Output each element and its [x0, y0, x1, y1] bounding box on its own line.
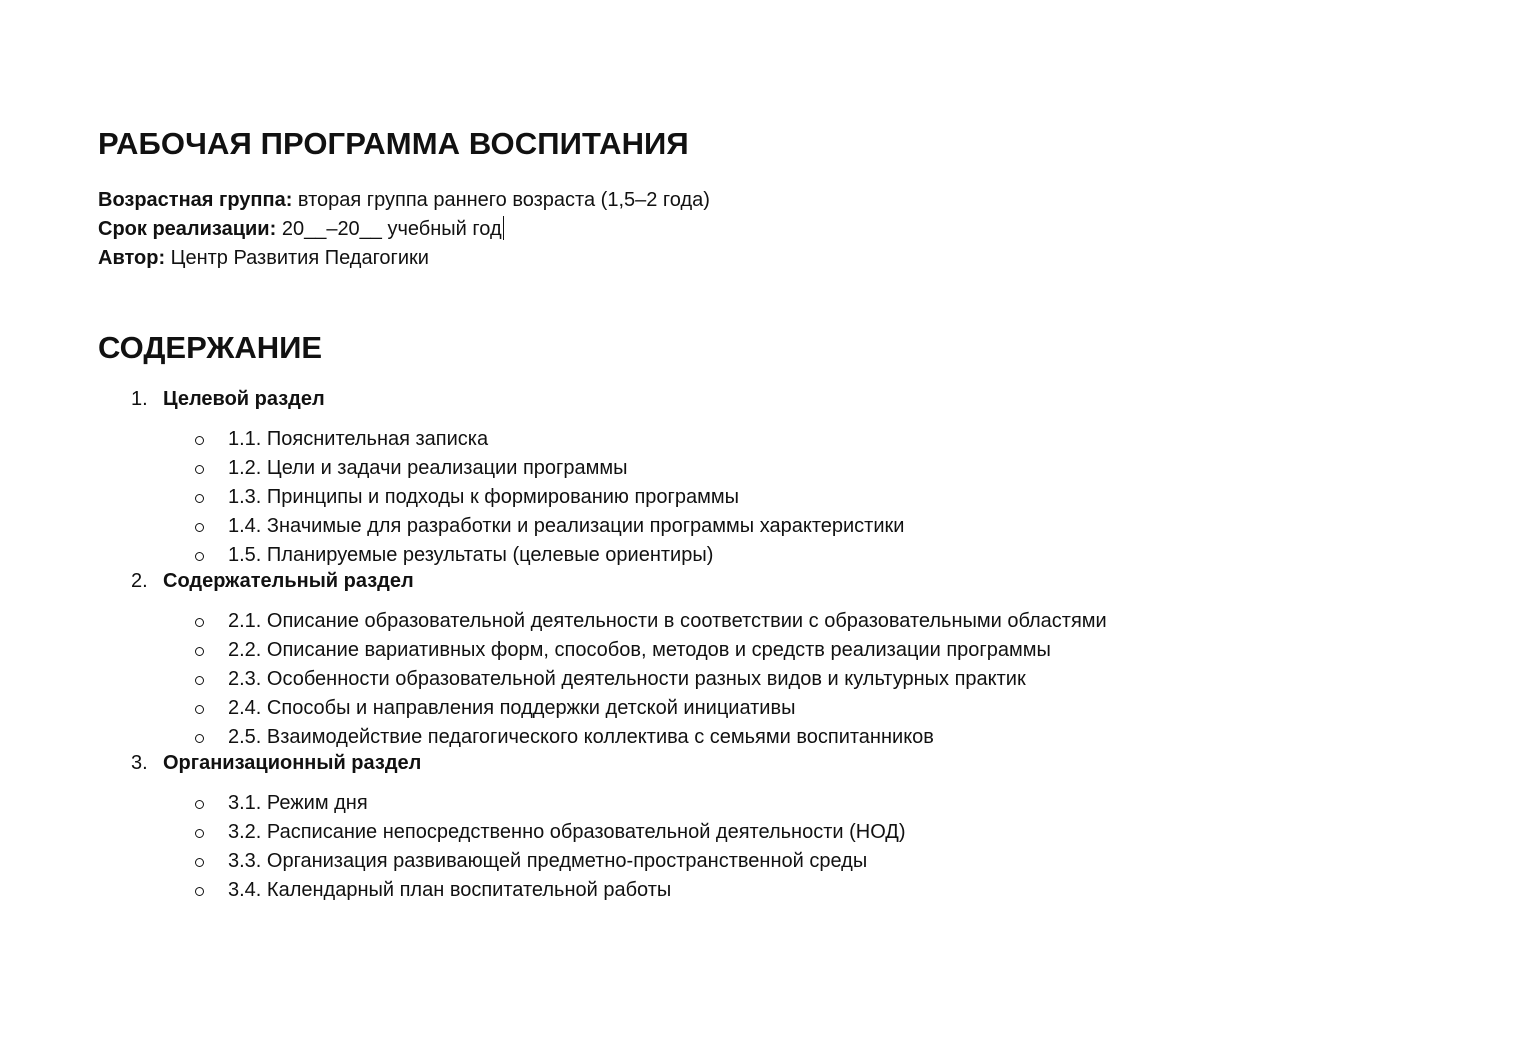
section-number: 3. [131, 752, 148, 774]
toc-subsection-item[interactable] [98, 483, 1513, 512]
section-number: 1. [131, 388, 148, 410]
circle-bullet-icon [98, 513, 228, 542]
meta-value: вторая группа раннего возраста (1,5–2 года) [292, 189, 710, 211]
subsection-label: 2.5. Взаимодействие педагогического коллектива с семьями воспитанников [228, 726, 934, 748]
section-label: Организационный раздел [163, 752, 422, 774]
meta-label: Автор: [98, 247, 166, 269]
circle-bullet-icon [98, 484, 228, 513]
circle-bullet-icon [98, 790, 228, 819]
toc-subsection-item[interactable] [98, 876, 1513, 905]
subsection-label: 1.2. Цели и задачи реализации программы [228, 457, 628, 479]
subsection-label: 1.3. Принципы и подходы к формированию программы [228, 486, 739, 508]
subsection-label: 2.2. Описание вариативных форм, способов, методов и средств реализации программы [228, 639, 1051, 661]
table-of-contents [98, 382, 1513, 905]
toc-section-heading[interactable] [98, 564, 1513, 598]
meta-age-group[interactable] [98, 186, 1513, 215]
toc-subsection-item[interactable] [98, 454, 1513, 483]
section-label: Содержательный раздел [163, 570, 414, 592]
subsection-label: 3.4. Календарный план воспитательной работы [228, 879, 672, 901]
subsection-label: 3.1. Режим дня [228, 792, 368, 814]
toc-subsection-item[interactable] [98, 636, 1513, 665]
circle-bullet-icon [98, 666, 228, 695]
toc-section-heading[interactable] [98, 382, 1513, 416]
meta-value: Центр Развития Педагогики [165, 247, 429, 269]
toc-subsection-list [98, 598, 1513, 752]
toc-subsection-item[interactable] [98, 694, 1513, 723]
document-meta [98, 186, 1513, 273]
circle-bullet-icon [98, 637, 228, 666]
toc-section [98, 564, 1513, 752]
subsection-label: 3.3. Организация развивающей предметно-пространственной среды [228, 850, 868, 872]
subsection-label: 2.4. Способы и направления поддержки детской инициативы [228, 697, 796, 719]
circle-bullet-icon [98, 695, 228, 724]
section-number: 2. [131, 570, 148, 592]
document-title[interactable]: РАБОЧАЯ ПРОГРАММА ВОСПИТАНИЯ [98, 126, 689, 161]
meta-label: Возрастная группа: [98, 189, 293, 211]
circle-bullet-icon [98, 608, 228, 637]
toc-subsection-item[interactable] [98, 818, 1513, 847]
toc-subsection-item[interactable] [98, 512, 1513, 541]
meta-value: 20__–20__ учебный год [276, 218, 502, 240]
toc-subsection-item[interactable] [98, 665, 1513, 694]
subsection-label: 2.3. Особенности образовательной деятельности разных видов и культурных практик [228, 668, 1026, 690]
toc-subsection-item[interactable] [98, 425, 1513, 454]
toc-subsection-item[interactable] [98, 607, 1513, 636]
meta-period[interactable] [98, 215, 1513, 244]
toc-subsection-item[interactable] [98, 789, 1513, 818]
circle-bullet-icon [98, 848, 228, 877]
text-cursor [503, 216, 504, 240]
toc-subsection-list [98, 780, 1513, 905]
circle-bullet-icon [98, 819, 228, 848]
toc-title[interactable]: СОДЕРЖАНИЕ [98, 330, 323, 365]
meta-label: Срок реализации: [98, 218, 277, 240]
toc-subsection-item[interactable] [98, 847, 1513, 876]
toc-section [98, 382, 1513, 570]
toc-subsection-list [98, 416, 1513, 570]
subsection-label: 1.4. Значимые для разработки и реализации программы характеристики [228, 515, 905, 537]
subsection-label: 2.1. Описание образовательной деятельности в соответствии с образовательными областями [228, 610, 1107, 632]
subsection-label: 1.5. Планируемые результаты (целевые ориентиры) [228, 544, 714, 566]
section-label: Целевой раздел [163, 388, 325, 410]
toc-section [98, 746, 1513, 905]
subsection-label: 3.2. Расписание непосредственно образовательной деятельности (НОД) [228, 821, 906, 843]
circle-bullet-icon [98, 877, 228, 906]
circle-bullet-icon [98, 455, 228, 484]
circle-bullet-icon [98, 426, 228, 455]
subsection-label: 1.1. Пояснительная записка [228, 428, 489, 450]
meta-author[interactable] [98, 244, 1513, 273]
